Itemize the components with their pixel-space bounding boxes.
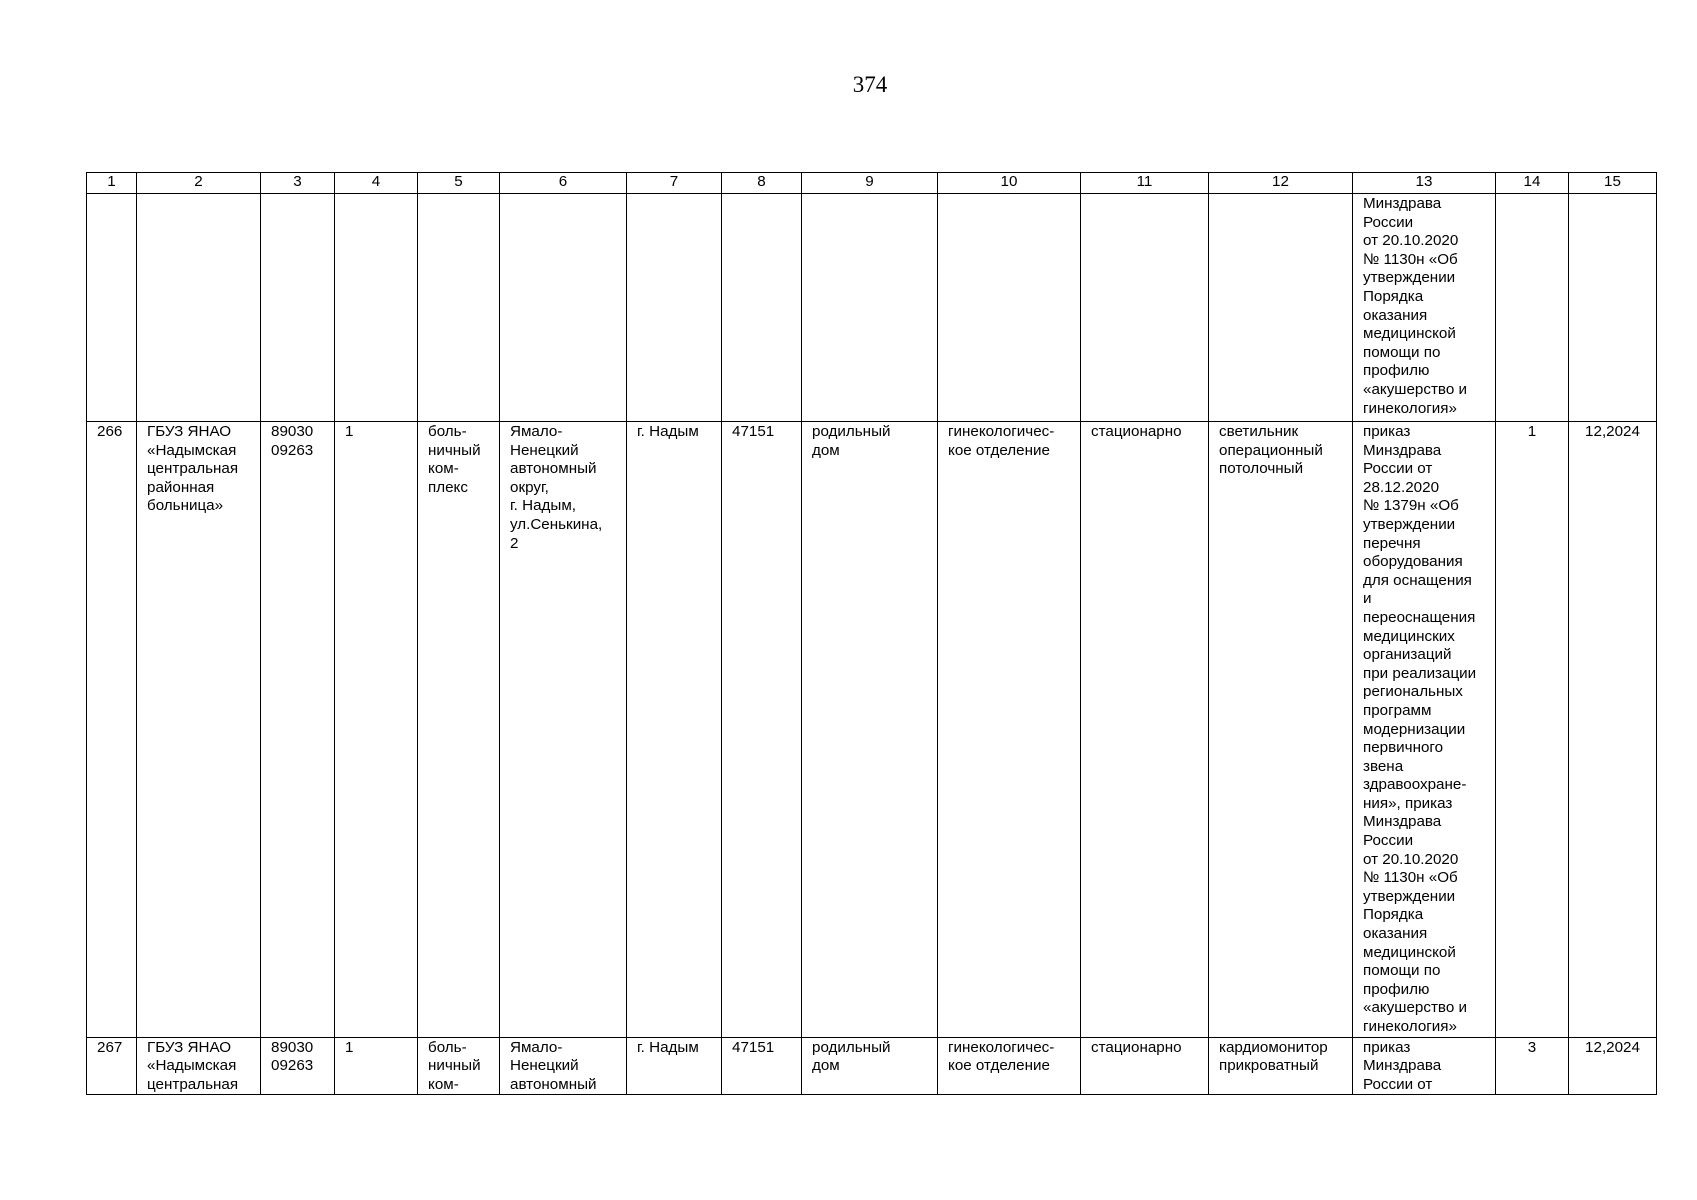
column-header: 15 [1569, 173, 1657, 194]
table-row-continuation [87, 194, 1657, 422]
column-header: 4 [335, 173, 418, 194]
count-cell: 1 [335, 1037, 418, 1095]
table-cell [722, 194, 802, 422]
organization-cell: ГБУЗ ЯНАО «Надымская центральная [137, 1037, 261, 1095]
equipment-cell: светильник операционный потолочный [1209, 422, 1353, 1038]
column-header: 11 [1081, 173, 1209, 194]
table-cell [500, 194, 627, 422]
address-cell: Ямало- Ненецкий автономный округ, г. Надым, ул.Сенькина, 2 [500, 422, 627, 1038]
mode-cell: стационарно [1081, 422, 1209, 1038]
mode-cell: стационарно [1081, 1037, 1209, 1095]
column-header: 3 [261, 173, 335, 194]
row-number-cell: 266 [87, 422, 137, 1038]
date-cell: 12,2024 [1569, 1037, 1657, 1095]
basis-cell: приказ Минздрава России от [1353, 1037, 1496, 1095]
table-cell [802, 194, 938, 422]
basis-cell: Минздрава России от 20.10.2020 № 1130н «Об утверждении Порядка оказания медицинской помощи по профилю «акушерство и гинекология» [1353, 194, 1496, 422]
city-cell: г. Надым [627, 1037, 722, 1095]
department-cell: гинекологичес- кое отделение [938, 422, 1081, 1038]
date-cell: 12,2024 [1569, 422, 1657, 1038]
table-cell [1496, 194, 1569, 422]
oktmo-cell: 47151 [722, 422, 802, 1038]
row-number-cell: 267 [87, 1037, 137, 1095]
column-header: 5 [418, 173, 500, 194]
page-number: 374 [852, 72, 888, 97]
table-cell [1081, 194, 1209, 422]
equipment-cell: кардиомонитор прикроватный [1209, 1037, 1353, 1095]
facility-cell: родильный дом [802, 422, 938, 1038]
facility-cell: родильный дом [802, 1037, 938, 1095]
table-row [87, 1037, 1657, 1095]
oktmo-cell: 47151 [722, 1037, 802, 1095]
column-header: 1 [87, 173, 137, 194]
basis-cell: приказ Минздрава России от 28.12.2020 № 1379н «Об утверждении перечня оборудования для оснащения и переоснащения медицинских организаций при реализации региональных программ модернизации первичного звена здравоохране- ния», приказ Минздрава России от 20.10.2020 № 1130н «Об утверждении Порядка оказания медицинской помощи по профилю «акушерство и гинекология» [1353, 422, 1496, 1038]
object-type-cell: боль- ничный ком- плекс [418, 422, 500, 1038]
department-cell: гинекологичес- кое отделение [938, 1037, 1081, 1095]
table-cell [137, 194, 261, 422]
equipment-table [86, 172, 1657, 1095]
table-cell [938, 194, 1081, 422]
table-cell [87, 194, 137, 422]
table-cell [1209, 194, 1353, 422]
quantity-cell: 1 [1496, 422, 1569, 1038]
column-header: 10 [938, 173, 1081, 194]
column-header: 6 [500, 173, 627, 194]
code-cell: 89030 09263 [261, 1037, 335, 1095]
header-row [87, 173, 1657, 194]
column-header: 9 [802, 173, 938, 194]
table-cell [627, 194, 722, 422]
table-row [87, 422, 1657, 1038]
quantity-cell: 3 [1496, 1037, 1569, 1095]
table-cell [261, 194, 335, 422]
code-cell: 89030 09263 [261, 422, 335, 1038]
column-header: 8 [722, 173, 802, 194]
table-cell [418, 194, 500, 422]
column-header: 7 [627, 173, 722, 194]
column-header: 12 [1209, 173, 1353, 194]
count-cell: 1 [335, 422, 418, 1038]
organization-cell: ГБУЗ ЯНАО «Надымская центральная районная больница» [137, 422, 261, 1038]
column-header: 13 [1353, 173, 1496, 194]
object-type-cell: боль- ничный ком- [418, 1037, 500, 1095]
column-header: 14 [1496, 173, 1569, 194]
city-cell: г. Надым [627, 422, 722, 1038]
table-cell [335, 194, 418, 422]
table-cell [1569, 194, 1657, 422]
column-header: 2 [137, 173, 261, 194]
address-cell: Ямало- Ненецкий автономный [500, 1037, 627, 1095]
